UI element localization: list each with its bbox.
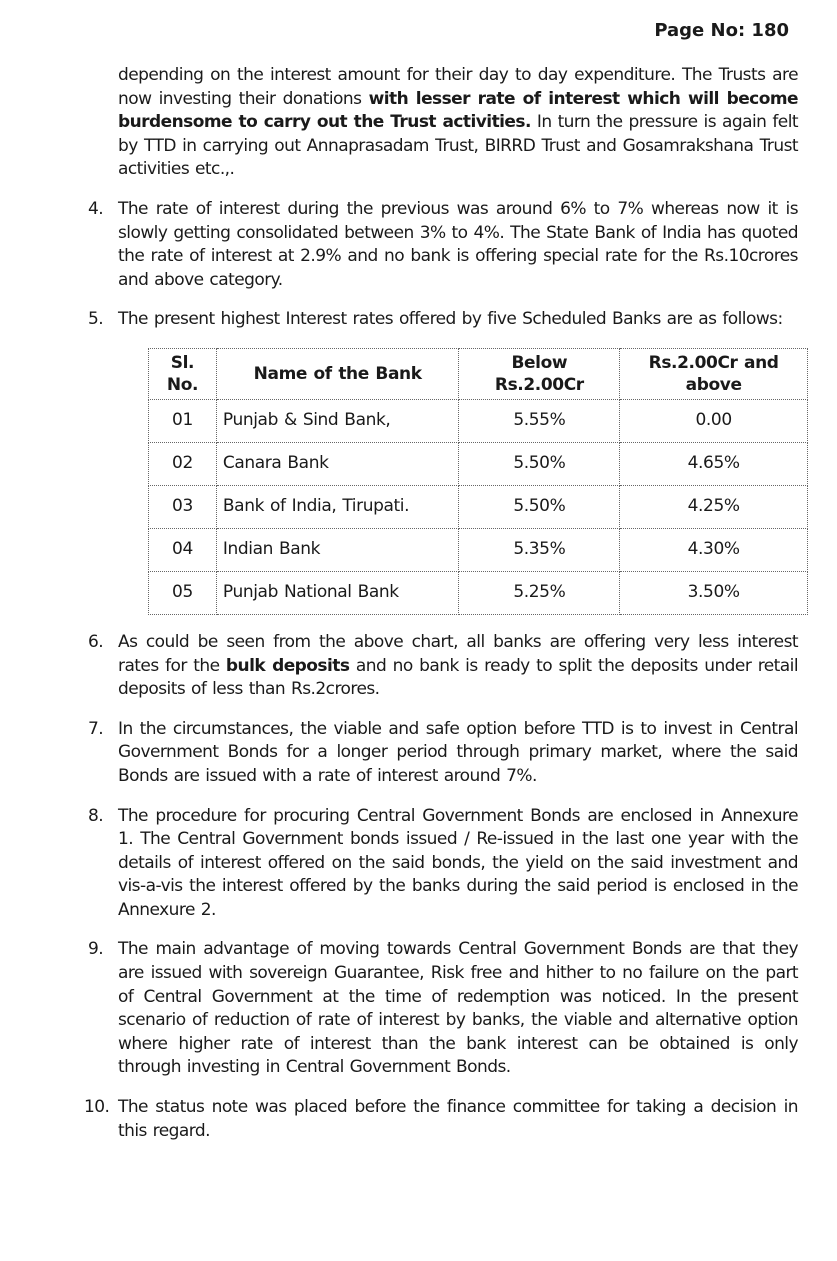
paragraph-text: The status note was placed before the finance committee for taking a decision in this regard. — [118, 1097, 798, 1141]
paragraph-number: 10. — [84, 1097, 110, 1118]
header-bank-name: Name of the Bank — [216, 348, 459, 399]
paragraph-number: 7. — [88, 718, 104, 739]
paragraph-text: The procedure for procuring Central Government Bonds are enclosed in Annexure 1. The Central Government bonds issued / Re-issued in the last one year with the details of interest offered on the said bonds, the yield on the said investment and vis-a-vis the interest offered by the banks during the said period is enclosed in the Annexure 2. — [118, 805, 798, 920]
cell-sl-no: 02 — [149, 442, 217, 485]
cell-above-rate: 4.25% — [620, 485, 808, 528]
paragraph-text: depending on the interest amount for their day to day expenditure. The Trusts are now investing their donations — [118, 65, 798, 109]
paragraph-number: 6. — [88, 631, 104, 652]
cell-bank-name: Indian Bank — [216, 528, 459, 571]
cell-sl-no: 05 — [149, 571, 217, 614]
document-body — [84, 64, 798, 1159]
cell-sl-no: 01 — [149, 399, 217, 442]
cell-below-rate: 5.50% — [459, 442, 620, 485]
paragraph-bold-text: bulk deposits — [225, 655, 350, 676]
table-row — [149, 442, 808, 485]
table-row — [149, 399, 808, 442]
cell-above-rate: 4.65% — [620, 442, 808, 485]
paragraph-text: The main advantage of moving towards Central Government Bonds are that they are issued with sovereign Guarantee, Risk free and hither to no failure on the part of Central Government at the time of redemption was noticed. In the present scenario of reduction of rate of interest by banks, the viable and alternative option where higher rate of interest than the bank interest can be obtained is only through investing in Central Government Bonds. — [118, 939, 798, 1078]
page-number: Page No: 180 — [654, 20, 789, 41]
paragraph-text: The rate of interest during the previous was around 6% to 7% whereas now it is slowly getting consolidated between 3% to 4%. The State Bank of India has quoted the rate of interest at 2.9% and no bank is offering special rate for the Rs.10crores and above category. — [118, 198, 798, 290]
table-row — [149, 528, 808, 571]
cell-above-rate: 4.30% — [620, 528, 808, 571]
bank-interest-table — [148, 348, 808, 615]
paragraph-continuation — [84, 64, 798, 182]
paragraph-text: and no bank is ready to split the deposits under retail deposits of less than Rs.2crores. — [118, 655, 798, 700]
table-row — [149, 485, 808, 528]
cell-bank-name: Punjab National Bank — [216, 571, 459, 614]
cell-bank-name: Punjab & Sind Bank, — [216, 399, 459, 442]
paragraph-number: 9. — [88, 939, 104, 960]
paragraph-8 — [84, 805, 798, 923]
paragraph-5 — [84, 308, 798, 332]
cell-above-rate: 0.00 — [620, 399, 808, 442]
paragraph-9 — [84, 938, 798, 1080]
paragraph-bold-text: with lesser rate of interest which will become burdensome to carry out the Trust activities. — [118, 88, 798, 133]
cell-sl-no: 04 — [149, 528, 217, 571]
paragraph-number: 5. — [88, 309, 104, 330]
cell-below-rate: 5.55% — [459, 399, 620, 442]
paragraph-4 — [84, 198, 798, 292]
paragraph-text: As could be seen from the above chart, all banks are offering very less interest rates for the — [118, 631, 798, 676]
cell-bank-name: Bank of India, Tirupati. — [216, 485, 459, 528]
paragraph-6 — [84, 631, 798, 702]
header-below-2cr: Below Rs.2.00Cr — [459, 348, 620, 399]
cell-above-rate: 3.50% — [620, 571, 808, 614]
cell-below-rate: 5.50% — [459, 485, 620, 528]
paragraph-text: In turn the pressure is again felt by TTD in carrying out Annaprasadam Trust, BIRRD Trust and Gosamrakshana Trust activities etc.,. — [118, 112, 798, 180]
paragraph-text: In the circumstances, the viable and safe option before TTD is to invest in Central Government Bonds for a longer period through primary market, where the said Bonds are issued with a rate of interest around 7%. — [118, 718, 798, 786]
table-row — [149, 571, 808, 614]
paragraph-10 — [84, 1096, 798, 1143]
cell-sl-no: 03 — [149, 485, 217, 528]
header-sl-no: Sl. No. — [149, 348, 217, 399]
paragraph-text: The present highest Interest rates offered by five Scheduled Banks are as follows: — [118, 309, 783, 330]
paragraph-number: 8. — [88, 805, 104, 826]
cell-bank-name: Canara Bank — [216, 442, 459, 485]
header-above-2cr: Rs.2.00Cr and above — [620, 348, 808, 399]
paragraph-number: 4. — [88, 198, 104, 219]
cell-below-rate: 5.35% — [459, 528, 620, 571]
table-header-row — [149, 348, 808, 399]
paragraph-7 — [84, 718, 798, 789]
cell-below-rate: 5.25% — [459, 571, 620, 614]
